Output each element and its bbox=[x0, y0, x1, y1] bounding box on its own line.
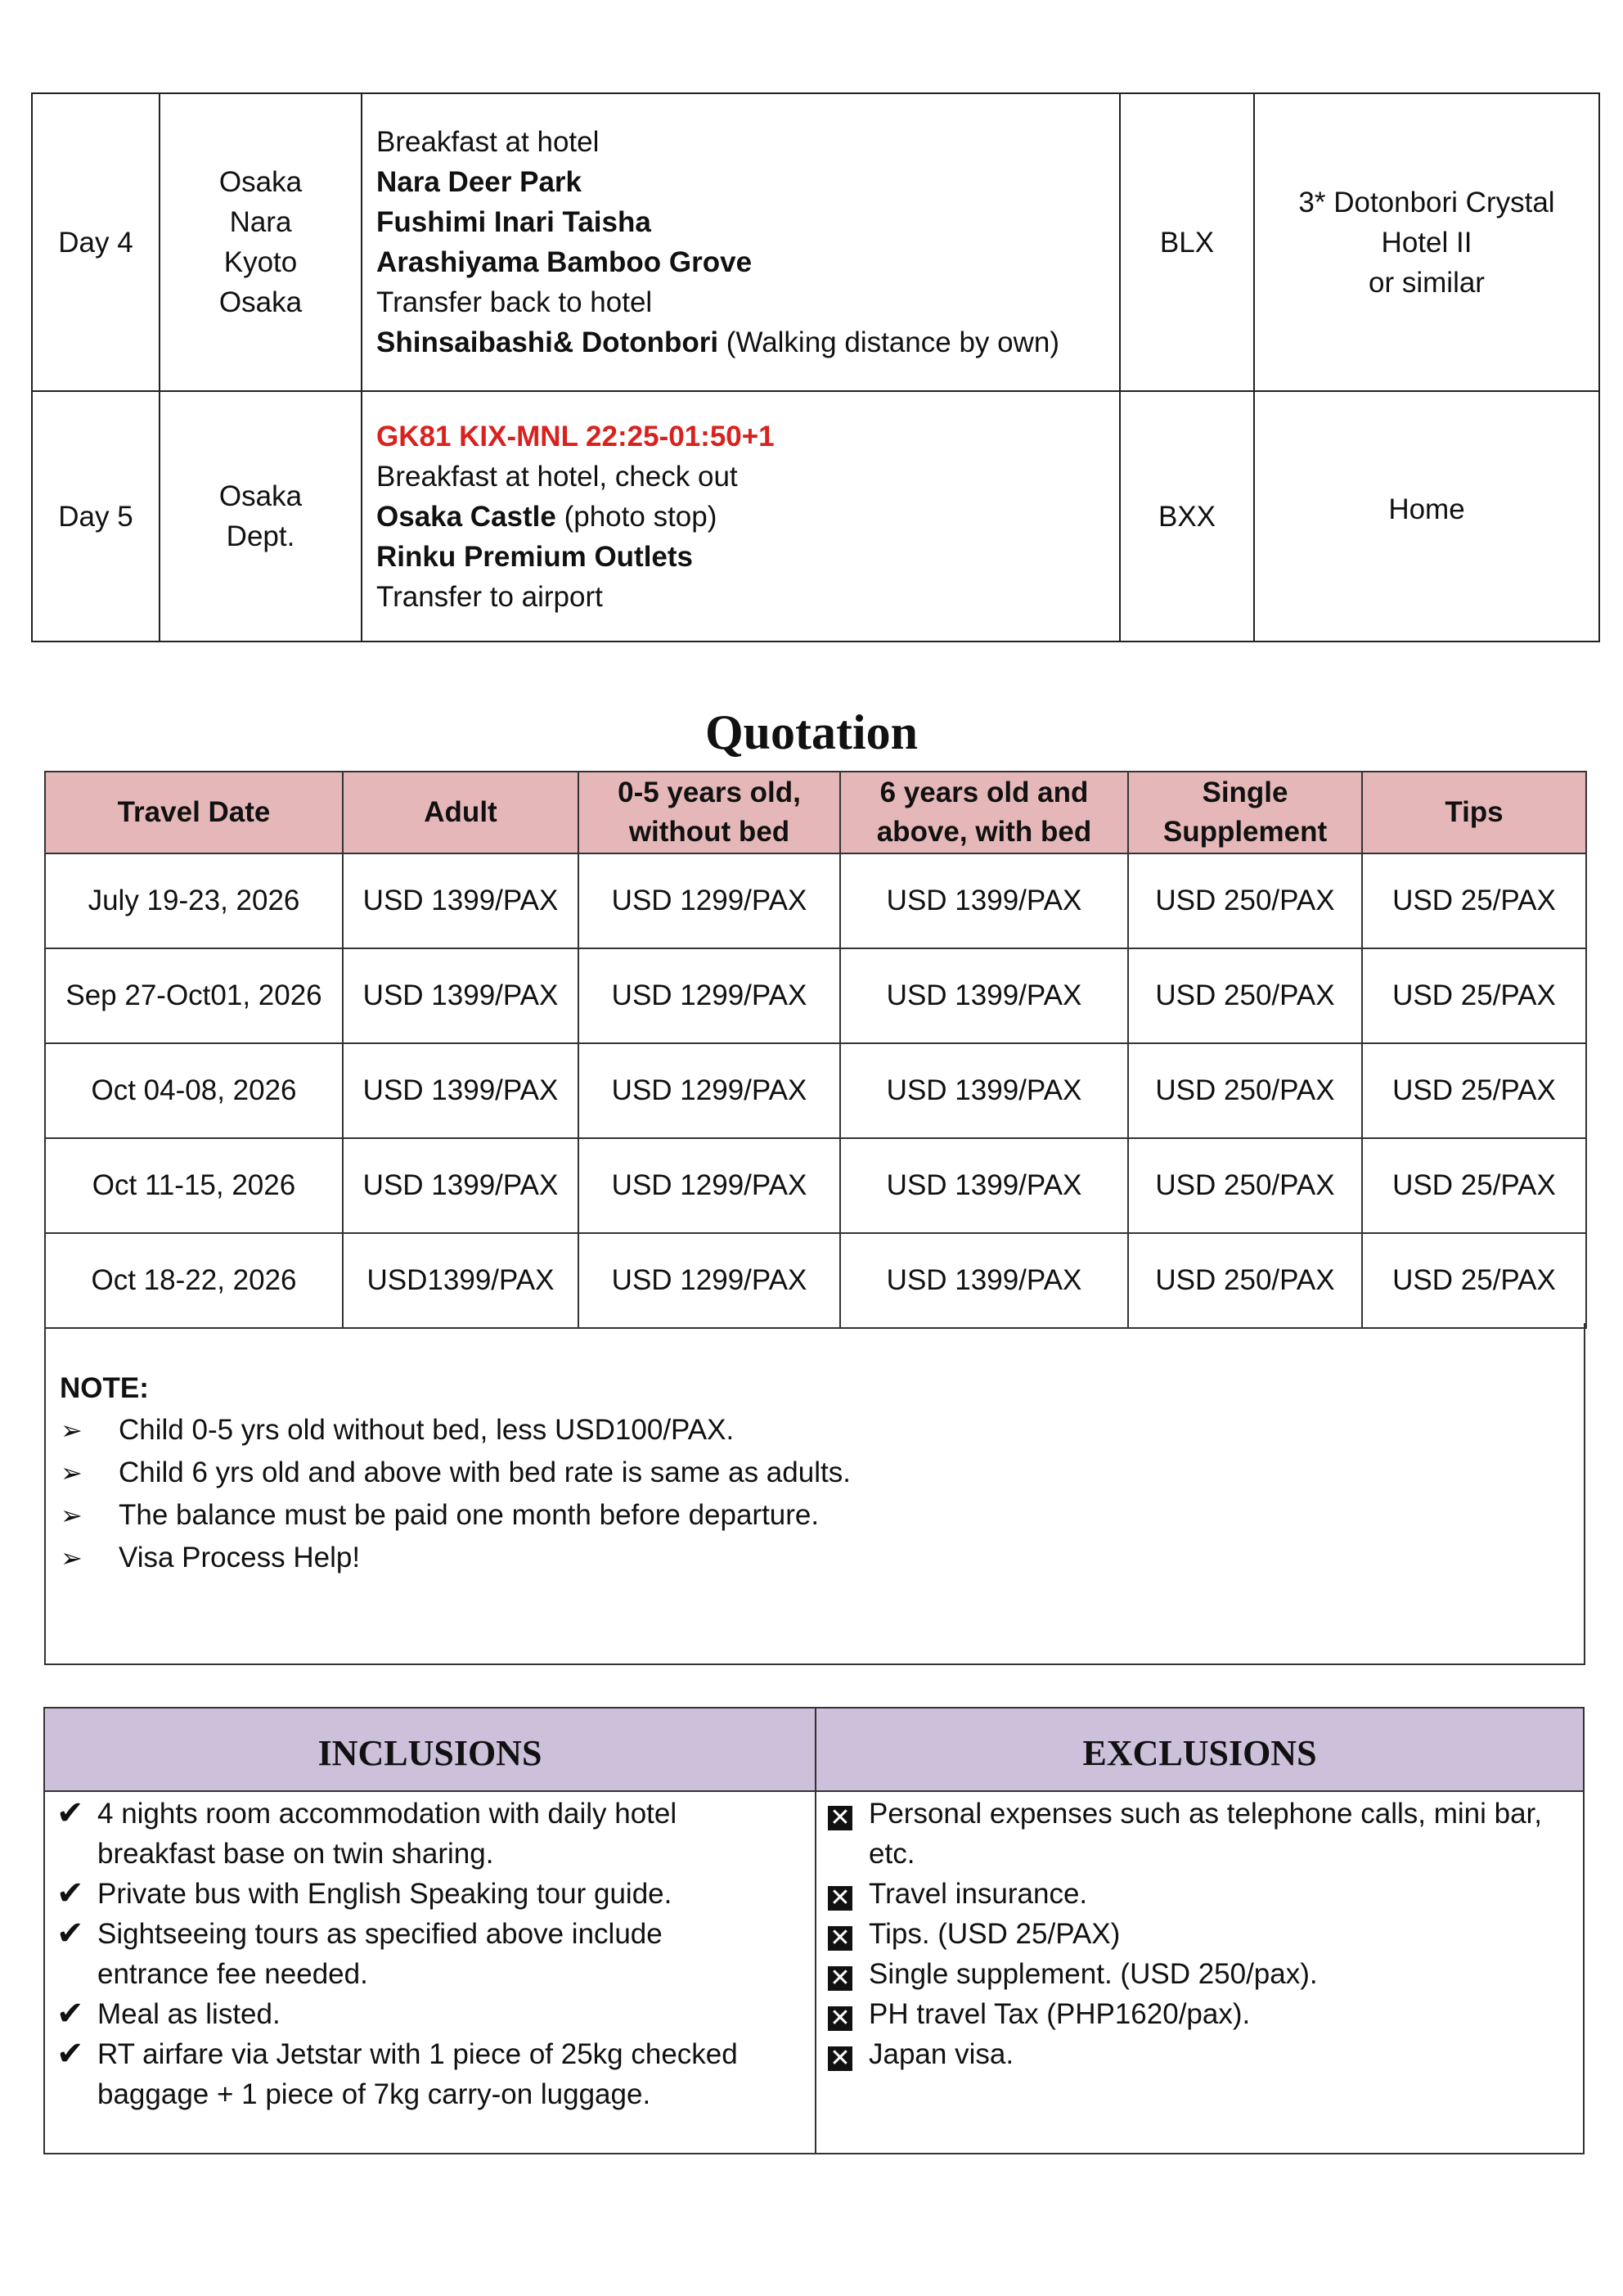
day-cell bbox=[32, 93, 160, 391]
inclusions-list bbox=[45, 1792, 815, 2114]
list-item: ➢ Child 0-5 yrs old without bed, less USD100/PAX. bbox=[61, 1409, 851, 1452]
header-tips: Tips bbox=[1362, 772, 1586, 853]
activities-cell bbox=[362, 391, 1120, 642]
price-single-supplement: USD 250/PAX bbox=[1128, 1233, 1362, 1328]
day-label: Day 4 bbox=[58, 226, 133, 259]
table-row bbox=[45, 1043, 1586, 1138]
x-box-icon: ✕ bbox=[828, 1966, 852, 1991]
list-item: ➢ The balance must be paid one month before departure. bbox=[61, 1494, 851, 1537]
check-icon: ✔︎ bbox=[56, 2036, 84, 2072]
check-icon: ✔︎ bbox=[56, 1996, 84, 2032]
hotel-cell bbox=[1254, 391, 1599, 642]
price-adult: USD 1399/PAX bbox=[343, 1138, 578, 1233]
x-box-icon: ✕ bbox=[828, 2046, 852, 2071]
city: Osaka bbox=[218, 166, 303, 198]
activity: Osaka Castle (photo stop) bbox=[376, 500, 717, 533]
price-child-with-bed: USD 1399/PAX bbox=[840, 1043, 1128, 1138]
list-item: ✕ Travel insurance. bbox=[828, 1874, 1583, 1914]
price-single-supplement: USD 250/PAX bbox=[1128, 1138, 1362, 1233]
header-single-supplement: Single Supplement bbox=[1128, 772, 1362, 853]
note-title: NOTE: bbox=[60, 1372, 149, 1404]
meals-cell bbox=[1120, 391, 1254, 642]
list-item: ✔︎ 4 nights room accommodation with daily hotel breakfast base on twin sharing. bbox=[56, 1795, 677, 1870]
travel-date: Oct 04-08, 2026 bbox=[45, 1043, 343, 1138]
meals-cell bbox=[1120, 93, 1254, 391]
price-tips: USD 25/PAX bbox=[1362, 853, 1586, 948]
table-row bbox=[45, 1233, 1586, 1328]
price-adult: USD 1399/PAX bbox=[343, 853, 578, 948]
list-item: ✕ Tips. (USD 25/PAX) bbox=[828, 1914, 1583, 1954]
list-item: ✔︎ Meal as listed. bbox=[56, 1994, 815, 2034]
price-adult: USD 1399/PAX bbox=[343, 1043, 578, 1138]
x-box-icon: ✕ bbox=[828, 1806, 852, 1830]
activity: Breakfast at hotel bbox=[376, 126, 600, 158]
price-single-supplement: USD 250/PAX bbox=[1128, 1043, 1362, 1138]
table-row bbox=[45, 853, 1586, 948]
x-box-icon: ✕ bbox=[828, 1926, 852, 1951]
activities-cell bbox=[362, 93, 1120, 391]
quotation-title: Quotation bbox=[704, 705, 919, 759]
price-child-no-bed: USD 1299/PAX bbox=[578, 853, 840, 948]
itinerary-row-day5 bbox=[32, 391, 1599, 642]
price-tips: USD 25/PAX bbox=[1362, 1138, 1586, 1233]
travel-date: Oct 18-22, 2026 bbox=[45, 1233, 343, 1328]
price-child-with-bed: USD 1399/PAX bbox=[840, 948, 1128, 1043]
price-tips: USD 25/PAX bbox=[1362, 948, 1586, 1043]
activity: Fushimi Inari Taisha bbox=[376, 206, 651, 238]
price-adult: USD 1399/PAX bbox=[343, 948, 578, 1043]
list-item: ✔︎ Private bus with English Speaking tour guide. bbox=[56, 1874, 815, 1914]
city: Osaka bbox=[218, 286, 303, 318]
price-child-no-bed: USD 1299/PAX bbox=[578, 1043, 840, 1138]
quotation-header-row bbox=[45, 772, 1586, 853]
list-item: ✔︎ RT airfare via Jetstar with 1 piece of 25kg checked baggage + 1 piece of 7kg carry-on luggage. bbox=[56, 2036, 738, 2110]
exclusions-cell bbox=[816, 1791, 1584, 2154]
hotel-line: 3* Dotonbori Crystal bbox=[1298, 187, 1555, 218]
header-adult: Adult bbox=[343, 772, 578, 853]
price-child-with-bed: USD 1399/PAX bbox=[840, 1233, 1128, 1328]
price-child-no-bed: USD 1299/PAX bbox=[578, 948, 840, 1043]
activity: Arashiyama Bamboo Grove bbox=[376, 246, 753, 278]
header-child-no-bed: 0-5 years old, without bed bbox=[578, 772, 840, 853]
check-icon: ✔︎ bbox=[56, 1875, 84, 1911]
city: Osaka bbox=[218, 480, 303, 512]
price-child-no-bed: USD 1299/PAX bbox=[578, 1233, 840, 1328]
day-label: Day 5 bbox=[58, 500, 133, 533]
cities-cell bbox=[160, 391, 362, 642]
header-child-with-bed: 6 years old and above, with bed bbox=[840, 772, 1128, 853]
price-adult: USD1399/PAX bbox=[343, 1233, 578, 1328]
list-item: ✔︎ Sightseeing tours as specified above include entrance fee needed. bbox=[56, 1916, 663, 1990]
quotation-table bbox=[44, 771, 1587, 1329]
table-row bbox=[45, 948, 1586, 1043]
list-item: ➢ Visa Process Help! bbox=[61, 1537, 851, 1579]
list-item: ➢ Child 6 yrs old and above with bed rate is same as adults. bbox=[61, 1452, 851, 1494]
price-tips: USD 25/PAX bbox=[1362, 1043, 1586, 1138]
arrow-bullet-icon: ➢ bbox=[61, 1543, 83, 1573]
check-icon: ✔︎ bbox=[56, 1916, 84, 1952]
arrow-bullet-icon: ➢ bbox=[61, 1416, 83, 1445]
city: Dept. bbox=[226, 520, 295, 552]
price-tips: USD 25/PAX bbox=[1362, 1233, 1586, 1328]
meals-code: BXX bbox=[1158, 500, 1216, 533]
activity: Rinku Premium Outlets bbox=[376, 540, 694, 573]
x-box-icon: ✕ bbox=[828, 2006, 852, 2031]
exclusions-list bbox=[816, 1792, 1583, 2074]
hotel-line: Home bbox=[1388, 493, 1465, 525]
list-item: ✕ PH travel Tax (PHP1620/pax). bbox=[828, 1994, 1583, 2034]
price-single-supplement: USD 250/PAX bbox=[1128, 948, 1362, 1043]
notes-box bbox=[44, 1323, 1585, 1665]
header-travel-date: Travel Date bbox=[45, 772, 343, 853]
arrow-bullet-icon: ➢ bbox=[61, 1501, 83, 1530]
arrow-bullet-icon: ➢ bbox=[61, 1458, 83, 1488]
price-child-with-bed: USD 1399/PAX bbox=[840, 1138, 1128, 1233]
price-child-with-bed: USD 1399/PAX bbox=[840, 853, 1128, 948]
list-item: ✕ Personal expenses such as telephone calls, mini bar, etc. bbox=[828, 1794, 1583, 1874]
list-item: ✕ Single supplement. (USD 250/pax). bbox=[828, 1954, 1583, 1994]
x-box-icon: ✕ bbox=[828, 1886, 852, 1911]
inclusions-exclusions-table bbox=[43, 1707, 1585, 2154]
list-item: ✕ Japan visa. bbox=[828, 2034, 1583, 2074]
city: Kyoto bbox=[223, 246, 298, 278]
price-single-supplement: USD 250/PAX bbox=[1128, 853, 1362, 948]
activity: Nara Deer Park bbox=[376, 166, 582, 198]
hotel-line: or similar bbox=[1369, 267, 1485, 299]
hotel-line: Hotel II bbox=[1381, 227, 1472, 259]
itinerary-table bbox=[31, 92, 1600, 642]
table-row bbox=[45, 1138, 1586, 1233]
activity: Shinsaibashi& Dotonbori (Walking distance by own) bbox=[376, 326, 1060, 358]
inclusions-cell bbox=[44, 1791, 816, 2154]
activity: Transfer to airport bbox=[376, 580, 603, 613]
price-child-no-bed: USD 1299/PAX bbox=[578, 1138, 840, 1233]
itinerary-row-day4 bbox=[32, 93, 1599, 391]
cities-cell bbox=[160, 93, 362, 391]
notes-list bbox=[61, 1409, 851, 1579]
city: Nara bbox=[229, 206, 292, 238]
travel-date: Sep 27-Oct01, 2026 bbox=[45, 948, 343, 1043]
activity: Transfer back to hotel bbox=[376, 286, 653, 318]
activity: Breakfast at hotel, check out bbox=[376, 460, 738, 493]
hotel-cell bbox=[1254, 93, 1599, 391]
meals-code: BLX bbox=[1159, 226, 1215, 259]
check-icon: ✔︎ bbox=[56, 1795, 84, 1831]
inclusions-title: INCLUSIONS bbox=[44, 1708, 816, 1791]
day-cell bbox=[32, 391, 160, 642]
exclusions-title: EXCLUSIONS bbox=[816, 1708, 1584, 1791]
travel-date: July 19-23, 2026 bbox=[45, 853, 343, 948]
travel-date: Oct 11-15, 2026 bbox=[45, 1138, 343, 1233]
flight-info: GK81 KIX-MNL 22:25-01:50+1 bbox=[376, 420, 775, 452]
